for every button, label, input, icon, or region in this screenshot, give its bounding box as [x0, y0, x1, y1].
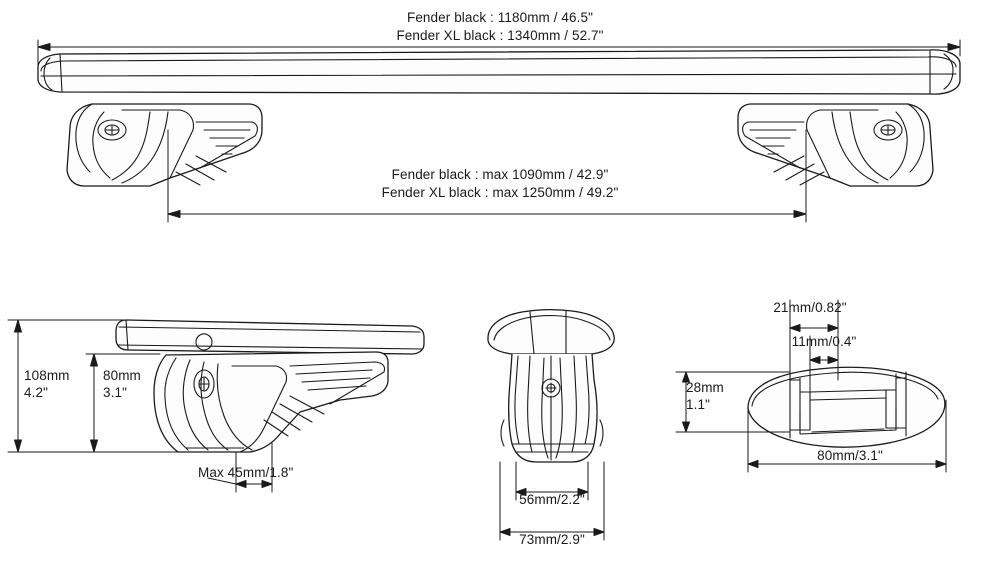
label-front-inner-width: 56mm/2.2"	[519, 492, 585, 507]
label-front-outer-width: 73mm/2.9"	[519, 532, 585, 547]
label-section-height-mm: 28mm	[686, 380, 724, 395]
label-total-height-in: 4.2"	[24, 385, 48, 400]
label-section-bar-width: 80mm/3.1"	[817, 448, 883, 463]
bar-cross-section	[748, 367, 945, 447]
label-section-top-width: 21mm/0.82"	[773, 300, 847, 315]
label-foot-height-in: 3.1"	[103, 385, 127, 400]
label-foot-height-mm: 80mm	[103, 368, 141, 383]
label-foot-span-line2: Fender XL black : max 1250mm / 49.2"	[381, 185, 619, 200]
label-total-height-mm: 108mm	[24, 368, 70, 383]
left-foot-top-view	[67, 104, 262, 186]
label-clamp-width: Max 45mm/1.8"	[198, 465, 294, 480]
right-foot-top-view	[738, 104, 933, 186]
label-bar-length-line2: Fender XL black : 1340mm / 52.7"	[396, 28, 604, 43]
side-view-foot	[116, 320, 424, 452]
label-bar-length-line1: Fender black : 1180mm / 46.5"	[406, 10, 594, 25]
label-section-slot-width: 11mm/0.4"	[791, 334, 857, 349]
label-section-height-in: 1.1"	[686, 397, 710, 412]
bar-profile-top-view	[38, 50, 960, 94]
label-foot-span-line1: Fender black : max 1090mm / 42.9"	[391, 167, 609, 182]
front-view-foot	[488, 310, 614, 462]
